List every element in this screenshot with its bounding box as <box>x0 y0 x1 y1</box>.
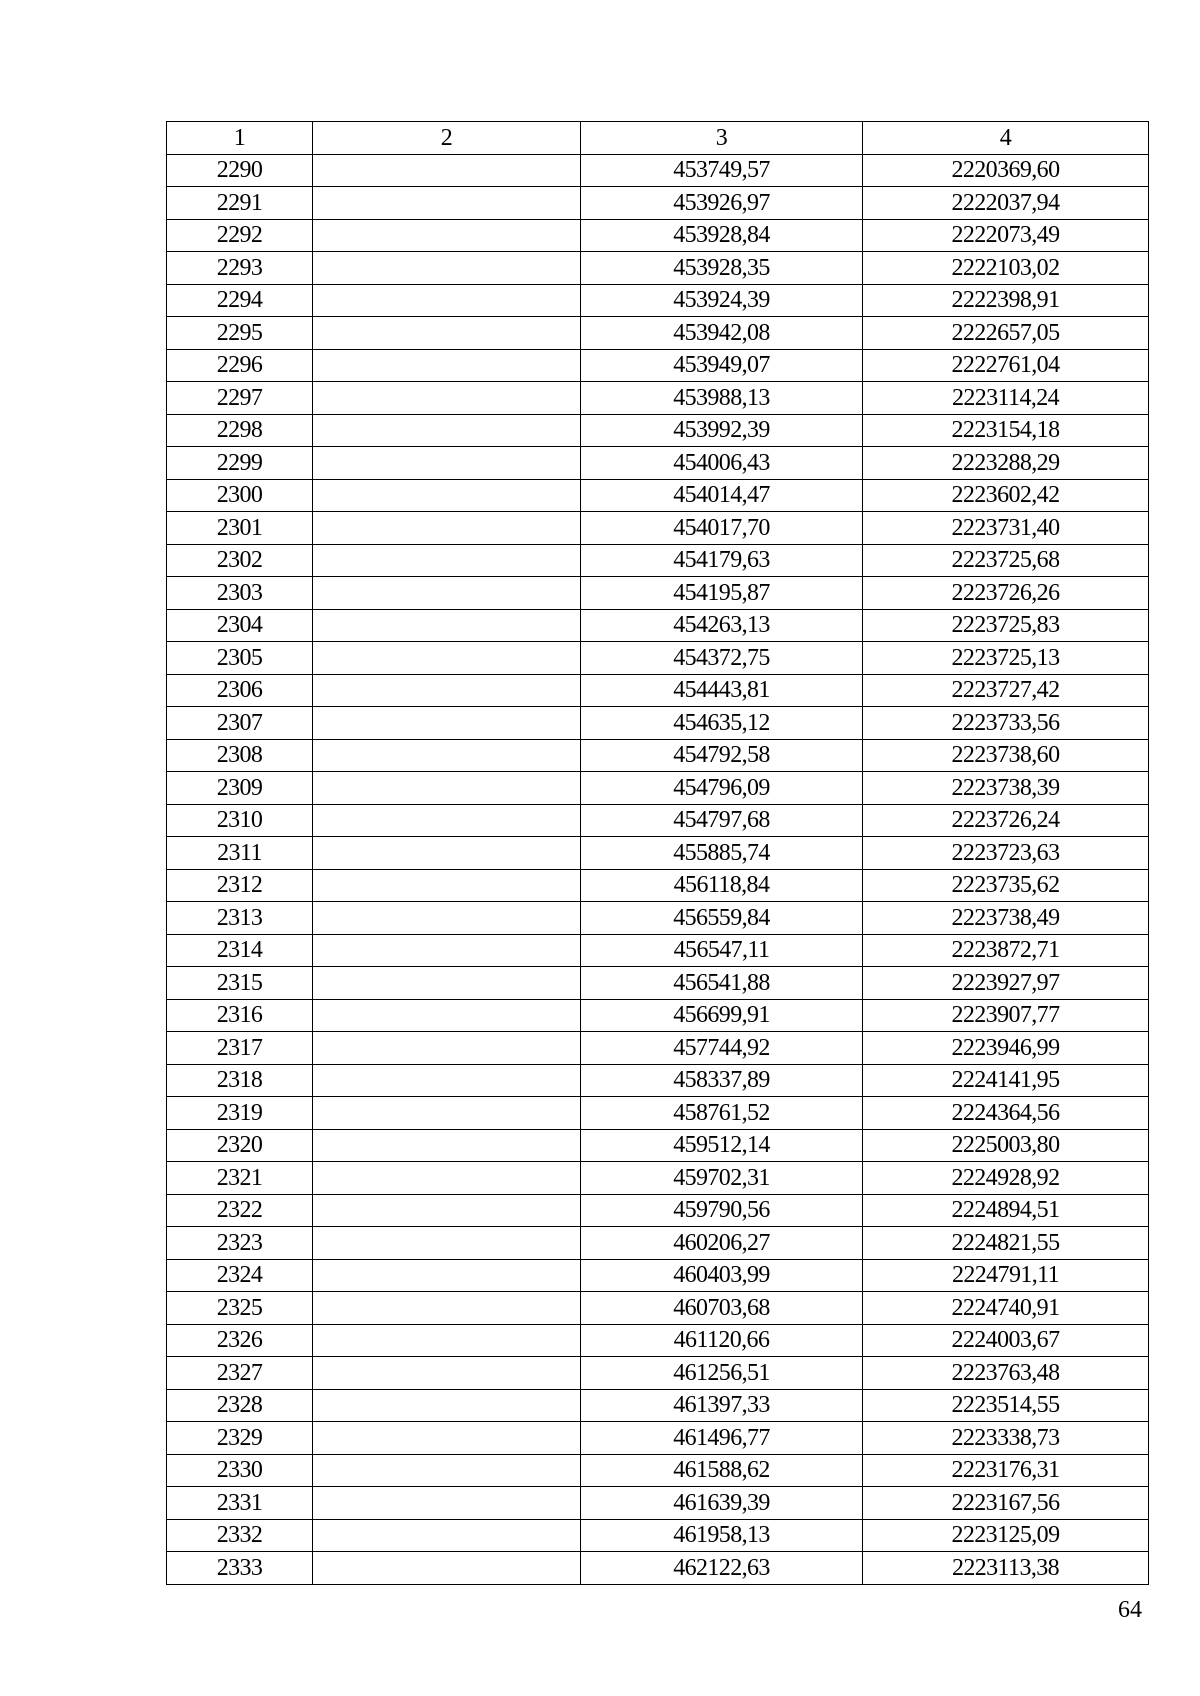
empty-cell <box>313 187 581 220</box>
table-row <box>167 642 1149 675</box>
page-number: 64 <box>1118 1597 1142 1623</box>
table-row <box>167 187 1149 220</box>
point-number-cell: 2303 <box>167 577 313 610</box>
table-row <box>167 609 1149 642</box>
table-row <box>167 967 1149 1000</box>
empty-cell <box>313 609 581 642</box>
table-row <box>167 512 1149 545</box>
point-number-cell: 2312 <box>167 869 313 902</box>
table-row <box>167 414 1149 447</box>
empty-cell <box>313 512 581 545</box>
empty-cell <box>313 1194 581 1227</box>
y-coordinate-cell: 2222037,94 <box>863 187 1149 220</box>
empty-cell <box>313 1454 581 1487</box>
empty-cell <box>313 902 581 935</box>
table-header-row <box>167 122 1149 155</box>
y-coordinate-cell: 2223726,24 <box>863 804 1149 837</box>
point-number-cell: 2327 <box>167 1357 313 1390</box>
table-row <box>167 804 1149 837</box>
x-coordinate-cell: 453949,07 <box>581 349 863 382</box>
empty-cell <box>313 447 581 480</box>
x-coordinate-cell: 461120,66 <box>581 1324 863 1357</box>
point-number-cell: 2299 <box>167 447 313 480</box>
y-coordinate-cell: 2222398,91 <box>863 284 1149 317</box>
x-coordinate-cell: 454195,87 <box>581 577 863 610</box>
x-coordinate-cell: 459790,56 <box>581 1194 863 1227</box>
x-coordinate-cell: 461958,13 <box>581 1519 863 1552</box>
y-coordinate-cell: 2223114,24 <box>863 382 1149 415</box>
table-row <box>167 349 1149 382</box>
table-row <box>167 1129 1149 1162</box>
x-coordinate-cell: 460703,68 <box>581 1292 863 1325</box>
x-coordinate-cell: 453988,13 <box>581 382 863 415</box>
x-coordinate-cell: 461256,51 <box>581 1357 863 1390</box>
y-coordinate-cell: 2223725,83 <box>863 609 1149 642</box>
y-coordinate-cell: 2224791,11 <box>863 1259 1149 1292</box>
y-coordinate-cell: 2223602,42 <box>863 479 1149 512</box>
empty-cell <box>313 1389 581 1422</box>
y-coordinate-cell: 2223113,38 <box>863 1552 1149 1585</box>
empty-cell <box>313 1129 581 1162</box>
y-coordinate-cell: 2224821,55 <box>863 1227 1149 1260</box>
point-number-cell: 2310 <box>167 804 313 837</box>
y-coordinate-cell: 2223167,56 <box>863 1487 1149 1520</box>
y-coordinate-cell: 2220369,60 <box>863 154 1149 187</box>
y-coordinate-cell: 2223735,62 <box>863 869 1149 902</box>
x-coordinate-cell: 454014,47 <box>581 479 863 512</box>
y-coordinate-cell: 2223725,68 <box>863 544 1149 577</box>
table-row <box>167 577 1149 610</box>
table-row <box>167 1194 1149 1227</box>
table-row <box>167 154 1149 187</box>
table-row <box>167 1064 1149 1097</box>
y-coordinate-cell: 2224894,51 <box>863 1194 1149 1227</box>
empty-cell <box>313 967 581 1000</box>
point-number-cell: 2330 <box>167 1454 313 1487</box>
y-coordinate-cell: 2223907,77 <box>863 999 1149 1032</box>
x-coordinate-cell: 457744,92 <box>581 1032 863 1065</box>
point-number-cell: 2298 <box>167 414 313 447</box>
point-number-cell: 2296 <box>167 349 313 382</box>
table-row <box>167 447 1149 480</box>
point-number-cell: 2305 <box>167 642 313 675</box>
empty-cell <box>313 349 581 382</box>
point-number-cell: 2319 <box>167 1097 313 1130</box>
y-coordinate-cell: 2224003,67 <box>863 1324 1149 1357</box>
y-coordinate-cell: 2222657,05 <box>863 317 1149 350</box>
y-coordinate-cell: 2224740,91 <box>863 1292 1149 1325</box>
x-coordinate-cell: 453942,08 <box>581 317 863 350</box>
table-row <box>167 1259 1149 1292</box>
empty-cell <box>313 544 581 577</box>
table-row <box>167 1292 1149 1325</box>
y-coordinate-cell: 2223725,13 <box>863 642 1149 675</box>
x-coordinate-cell: 461496,77 <box>581 1422 863 1455</box>
y-coordinate-cell: 2223738,39 <box>863 772 1149 805</box>
point-number-cell: 2322 <box>167 1194 313 1227</box>
x-coordinate-cell: 453992,39 <box>581 414 863 447</box>
empty-cell <box>313 1324 581 1357</box>
y-coordinate-cell: 2223738,60 <box>863 739 1149 772</box>
x-coordinate-cell: 454263,13 <box>581 609 863 642</box>
column-header-1: 1 <box>167 122 313 155</box>
y-coordinate-cell: 2223288,29 <box>863 447 1149 480</box>
table-row <box>167 1032 1149 1065</box>
point-number-cell: 2313 <box>167 902 313 935</box>
table-row <box>167 317 1149 350</box>
point-number-cell: 2300 <box>167 479 313 512</box>
table-row <box>167 902 1149 935</box>
column-header-2: 2 <box>313 122 581 155</box>
empty-cell <box>313 739 581 772</box>
y-coordinate-cell: 2223733,56 <box>863 707 1149 740</box>
point-number-cell: 2325 <box>167 1292 313 1325</box>
table-row <box>167 837 1149 870</box>
x-coordinate-cell: 453928,35 <box>581 252 863 285</box>
x-coordinate-cell: 456118,84 <box>581 869 863 902</box>
empty-cell <box>313 317 581 350</box>
empty-cell <box>313 1032 581 1065</box>
x-coordinate-cell: 455885,74 <box>581 837 863 870</box>
empty-cell <box>313 1097 581 1130</box>
empty-cell <box>313 1357 581 1390</box>
x-coordinate-cell: 454792,58 <box>581 739 863 772</box>
x-coordinate-cell: 459702,31 <box>581 1162 863 1195</box>
y-coordinate-cell: 2222761,04 <box>863 349 1149 382</box>
coordinates-table <box>166 121 1149 1585</box>
x-coordinate-cell: 459512,14 <box>581 1129 863 1162</box>
empty-cell <box>313 479 581 512</box>
x-coordinate-cell: 460206,27 <box>581 1227 863 1260</box>
empty-cell <box>313 934 581 967</box>
y-coordinate-cell: 2223927,97 <box>863 967 1149 1000</box>
empty-cell <box>313 284 581 317</box>
point-number-cell: 2331 <box>167 1487 313 1520</box>
point-number-cell: 2326 <box>167 1324 313 1357</box>
x-coordinate-cell: 454797,68 <box>581 804 863 837</box>
y-coordinate-cell: 2222073,49 <box>863 219 1149 252</box>
table-row <box>167 1487 1149 1520</box>
y-coordinate-cell: 2222103,02 <box>863 252 1149 285</box>
point-number-cell: 2324 <box>167 1259 313 1292</box>
x-coordinate-cell: 454372,75 <box>581 642 863 675</box>
point-number-cell: 2292 <box>167 219 313 252</box>
point-number-cell: 2311 <box>167 837 313 870</box>
empty-cell <box>313 772 581 805</box>
point-number-cell: 2323 <box>167 1227 313 1260</box>
empty-cell <box>313 869 581 902</box>
point-number-cell: 2302 <box>167 544 313 577</box>
x-coordinate-cell: 461639,39 <box>581 1487 863 1520</box>
x-coordinate-cell: 456547,11 <box>581 934 863 967</box>
empty-cell <box>313 1064 581 1097</box>
empty-cell <box>313 154 581 187</box>
point-number-cell: 2307 <box>167 707 313 740</box>
table-row <box>167 739 1149 772</box>
y-coordinate-cell: 2223731,40 <box>863 512 1149 545</box>
table-row <box>167 284 1149 317</box>
table-row <box>167 999 1149 1032</box>
y-coordinate-cell: 2223726,26 <box>863 577 1149 610</box>
empty-cell <box>313 577 581 610</box>
empty-cell <box>313 707 581 740</box>
y-coordinate-cell: 2223946,99 <box>863 1032 1149 1065</box>
point-number-cell: 2301 <box>167 512 313 545</box>
empty-cell <box>313 1227 581 1260</box>
point-number-cell: 2321 <box>167 1162 313 1195</box>
y-coordinate-cell: 2225003,80 <box>863 1129 1149 1162</box>
point-number-cell: 2304 <box>167 609 313 642</box>
table-row <box>167 382 1149 415</box>
y-coordinate-cell: 2223154,18 <box>863 414 1149 447</box>
x-coordinate-cell: 456699,91 <box>581 999 863 1032</box>
empty-cell <box>313 804 581 837</box>
point-number-cell: 2333 <box>167 1552 313 1585</box>
x-coordinate-cell: 456541,88 <box>581 967 863 1000</box>
table-row <box>167 1324 1149 1357</box>
point-number-cell: 2293 <box>167 252 313 285</box>
column-header-4: 4 <box>863 122 1149 155</box>
x-coordinate-cell: 454443,81 <box>581 674 863 707</box>
table-row <box>167 1227 1149 1260</box>
empty-cell <box>313 414 581 447</box>
point-number-cell: 2309 <box>167 772 313 805</box>
x-coordinate-cell: 453749,57 <box>581 154 863 187</box>
x-coordinate-cell: 453926,97 <box>581 187 863 220</box>
table-row <box>167 674 1149 707</box>
point-number-cell: 2290 <box>167 154 313 187</box>
table-row <box>167 1454 1149 1487</box>
column-header-3: 3 <box>581 122 863 155</box>
point-number-cell: 2315 <box>167 967 313 1000</box>
empty-cell <box>313 382 581 415</box>
y-coordinate-cell: 2223872,71 <box>863 934 1149 967</box>
table-row <box>167 1389 1149 1422</box>
table-row <box>167 1162 1149 1195</box>
table-row <box>167 1552 1149 1585</box>
point-number-cell: 2317 <box>167 1032 313 1065</box>
empty-cell <box>313 1552 581 1585</box>
point-number-cell: 2297 <box>167 382 313 415</box>
point-number-cell: 2314 <box>167 934 313 967</box>
x-coordinate-cell: 454179,63 <box>581 544 863 577</box>
y-coordinate-cell: 2224928,92 <box>863 1162 1149 1195</box>
empty-cell <box>313 1519 581 1552</box>
empty-cell <box>313 837 581 870</box>
table-row <box>167 544 1149 577</box>
table-row <box>167 479 1149 512</box>
x-coordinate-cell: 454635,12 <box>581 707 863 740</box>
table-row <box>167 1519 1149 1552</box>
y-coordinate-cell: 2224364,56 <box>863 1097 1149 1130</box>
y-coordinate-cell: 2223125,09 <box>863 1519 1149 1552</box>
y-coordinate-cell: 2223763,48 <box>863 1357 1149 1390</box>
empty-cell <box>313 252 581 285</box>
point-number-cell: 2294 <box>167 284 313 317</box>
table-row <box>167 869 1149 902</box>
point-number-cell: 2308 <box>167 739 313 772</box>
x-coordinate-cell: 461588,62 <box>581 1454 863 1487</box>
empty-cell <box>313 1422 581 1455</box>
table-row <box>167 252 1149 285</box>
table-row <box>167 1097 1149 1130</box>
x-coordinate-cell: 454006,43 <box>581 447 863 480</box>
empty-cell <box>313 1292 581 1325</box>
point-number-cell: 2329 <box>167 1422 313 1455</box>
table-body <box>167 154 1149 1584</box>
x-coordinate-cell: 461397,33 <box>581 1389 863 1422</box>
x-coordinate-cell: 462122,63 <box>581 1552 863 1585</box>
y-coordinate-cell: 2223723,63 <box>863 837 1149 870</box>
point-number-cell: 2291 <box>167 187 313 220</box>
empty-cell <box>313 1162 581 1195</box>
empty-cell <box>313 219 581 252</box>
x-coordinate-cell: 460403,99 <box>581 1259 863 1292</box>
point-number-cell: 2295 <box>167 317 313 350</box>
x-coordinate-cell: 458761,52 <box>581 1097 863 1130</box>
x-coordinate-cell: 453924,39 <box>581 284 863 317</box>
y-coordinate-cell: 2223338,73 <box>863 1422 1149 1455</box>
point-number-cell: 2320 <box>167 1129 313 1162</box>
x-coordinate-cell: 454796,09 <box>581 772 863 805</box>
y-coordinate-cell: 2223727,42 <box>863 674 1149 707</box>
table-row <box>167 772 1149 805</box>
x-coordinate-cell: 453928,84 <box>581 219 863 252</box>
point-number-cell: 2318 <box>167 1064 313 1097</box>
x-coordinate-cell: 458337,89 <box>581 1064 863 1097</box>
y-coordinate-cell: 2223514,55 <box>863 1389 1149 1422</box>
table-row <box>167 219 1149 252</box>
y-coordinate-cell: 2224141,95 <box>863 1064 1149 1097</box>
point-number-cell: 2306 <box>167 674 313 707</box>
point-number-cell: 2328 <box>167 1389 313 1422</box>
empty-cell <box>313 999 581 1032</box>
table-row <box>167 707 1149 740</box>
table-row <box>167 934 1149 967</box>
empty-cell <box>313 642 581 675</box>
table-row <box>167 1422 1149 1455</box>
table-row <box>167 1357 1149 1390</box>
x-coordinate-cell: 456559,84 <box>581 902 863 935</box>
y-coordinate-cell: 2223176,31 <box>863 1454 1149 1487</box>
empty-cell <box>313 674 581 707</box>
y-coordinate-cell: 2223738,49 <box>863 902 1149 935</box>
empty-cell <box>313 1487 581 1520</box>
point-number-cell: 2316 <box>167 999 313 1032</box>
point-number-cell: 2332 <box>167 1519 313 1552</box>
x-coordinate-cell: 454017,70 <box>581 512 863 545</box>
empty-cell <box>313 1259 581 1292</box>
